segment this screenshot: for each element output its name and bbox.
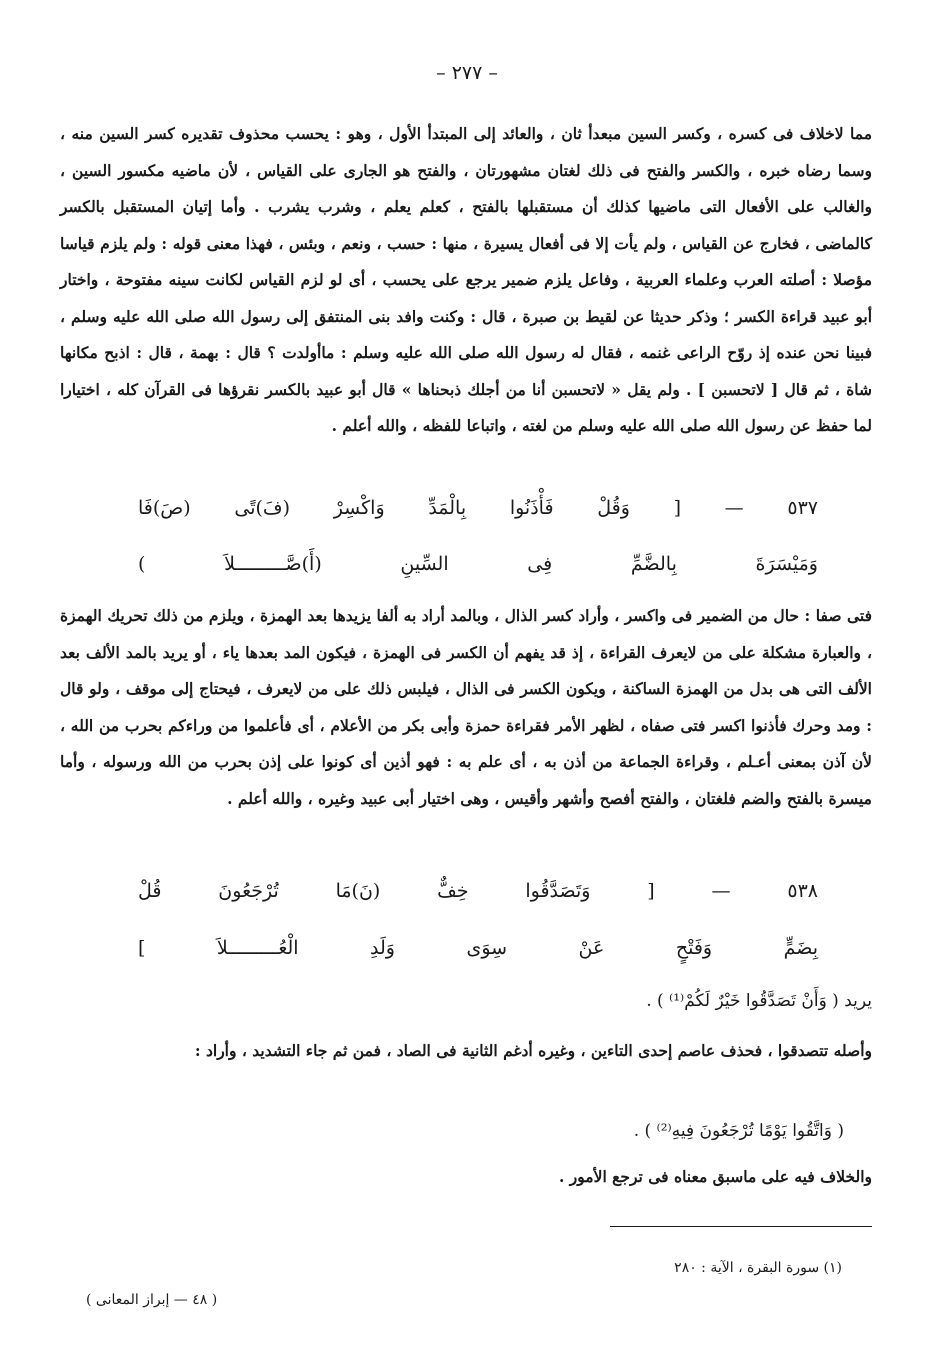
commentary-paragraph-1: مما لاخلاف فى كسره ، وكسر السين مبعدأ ثان ، والعائد إلى المبتدأ الأول ، وهو : يحسب محذوف تقديره كسر السين منه ، وسما رضاه خبره ، والكسر والفتح فى ذلك لغتان مشهورتان ، والفتح هو الجارى على القياس ، لأن ماضيه مكسور السين ، والغالب على الأفعال التى ماضيها كذلك أن مستقبلها بالفتح ، كعلم يعلم ، وشرب يشرب . وأما إتيان المستقبل بالكسر كالماضى ، فخارج عن القياس ، ولم يأت إلا فى أفعال يسيرة ، منها : حسب ، ونعم ، وبئس ، فهذا معنى قوله : ولم يلزم قياسا مؤصلا : أصلته العرب وعلماء العربية ، وفاعل يلزم ضمير يرجع على يحسب ، أى لو لزم القياس لكانت سينه مفتوحة ، واختار أبو عبيد قراءة الكسر ؛ وذكر حديثا عن لقيط بن صبرة ، قال : وكنت وافد بنى المنتفق إلى رسول الله صلى الله عليه وسلم ، فبينا نحن عنده إذ روّح الراعى غنمه ، فقال له رسول الله صلى الله عليه وسلم : ماأولدت ؟ قال : بهمة ، قال : اذبح مكانها شاة ، ثم قال [ لاتحسبن ] . ولم يقل « لاتحسبن أنا من أجلك ذبحناها » قال أبو عبيد بالكسر نقرؤها فى القرآن كله ، اختيارا لما حفظ عن رسول الله صلى الله عليه وسلم من لغته ، واتباعا للفظه ، والله أعلم . bbox=[60, 124, 872, 435]
footnote-1: (١) سورة البقرة ، الآية : ٢٨٠ bbox=[674, 1260, 842, 1276]
verse-538-line-1: ٥٣٨ — [ وَتَصَدَّقُوا خِفٌّ (نَ)مَا تُرْجَعُونَ قُلْ bbox=[138, 880, 818, 902]
footnote-divider bbox=[610, 1226, 872, 1227]
verse-538-line-2: بِضَمٍّ وَفَتْحٍ عَنْ سِوَى وَلَدِ الْعُـــــــــلاَ ] bbox=[138, 937, 818, 959]
commentary-paragraph-2: فتى صفا : حال من الضمير فى واكسر ، وأراد كسر الذال ، وبالمد أراد به ألفا يزيدها بعد الهمزة ، ويلزم من ذلك تحريك الهمزة ، والعبارة مشكلة على من لايعرف القراءة ، إذ قد يفهم أن الكسر فى الهمزة ، فيكون المد بعدها ياء ، أو يريد بالمد الألف بعد الألف التى هى بدل من الهمزة الساكنة ، ويكون الكسر فى الذال ، فيلبس ذلك على من لايعرف ، فيحتاج إلى موقف ، ولو قال : ومد وحرك فأذنوا اكسر فتى صفاه ، لظهر الأمر فقراءة حمزة وأبى بكر من الأعلام ، أى فأعلموا من وراءكم بحرب من الله ، لأن آذن بمعنى أعـلم ، وقراءة الجماعة من أذن به ، أى علم به : فهو أذين أى كونوا على إذن بحرب من الله ورسوله ، وأما ميسرة بالفتح والضم فلغتان ، والفتح أفصح وأشهر وأقيس ، وهى اختيار أبى عبيد وغيره ، والله أعلم . bbox=[60, 606, 872, 808]
quran-quote-1: يريد ( وَأَنْ تَصَدَّقُوا خَيْرٌ لَكُمْ⁽¹⁾ ) . bbox=[646, 991, 872, 1011]
page-number: – ٢٧٧ – bbox=[436, 62, 498, 84]
quran-quote-2: ( وَاتَّقُوا يَوْمًا تُرْجَعُونَ فِيهِ⁽²⁾ ) . bbox=[633, 1121, 844, 1141]
commentary-paragraph-4: والخلاف فيه على ماسبق معناه فى ترجع الأمور . bbox=[559, 1167, 872, 1186]
verse-537-line-1: ٥٣٧ — [ وَقُلْ فَأْذَنُوا بِالْمَدِّ وَاكْسِرْ (فَ)تًى (صَ)فَا bbox=[138, 497, 818, 519]
commentary-paragraph-3: وأصله تتصدقوا ، فحذف عاصم إحدى التاءين ، وغيره أدغم الثانية فى الصاد ، فمن ثم جاء التشديد ، وأراد : bbox=[194, 1041, 872, 1060]
verse-537-line-2: وَمَيْسَرَةَ بِالضَّمِّ فِى السِّينِ (أَ)صَّـــــــــلاَ ) bbox=[138, 553, 818, 575]
printer-signature: ( ٤٨ — إبراز المعانى ) bbox=[86, 1292, 218, 1308]
